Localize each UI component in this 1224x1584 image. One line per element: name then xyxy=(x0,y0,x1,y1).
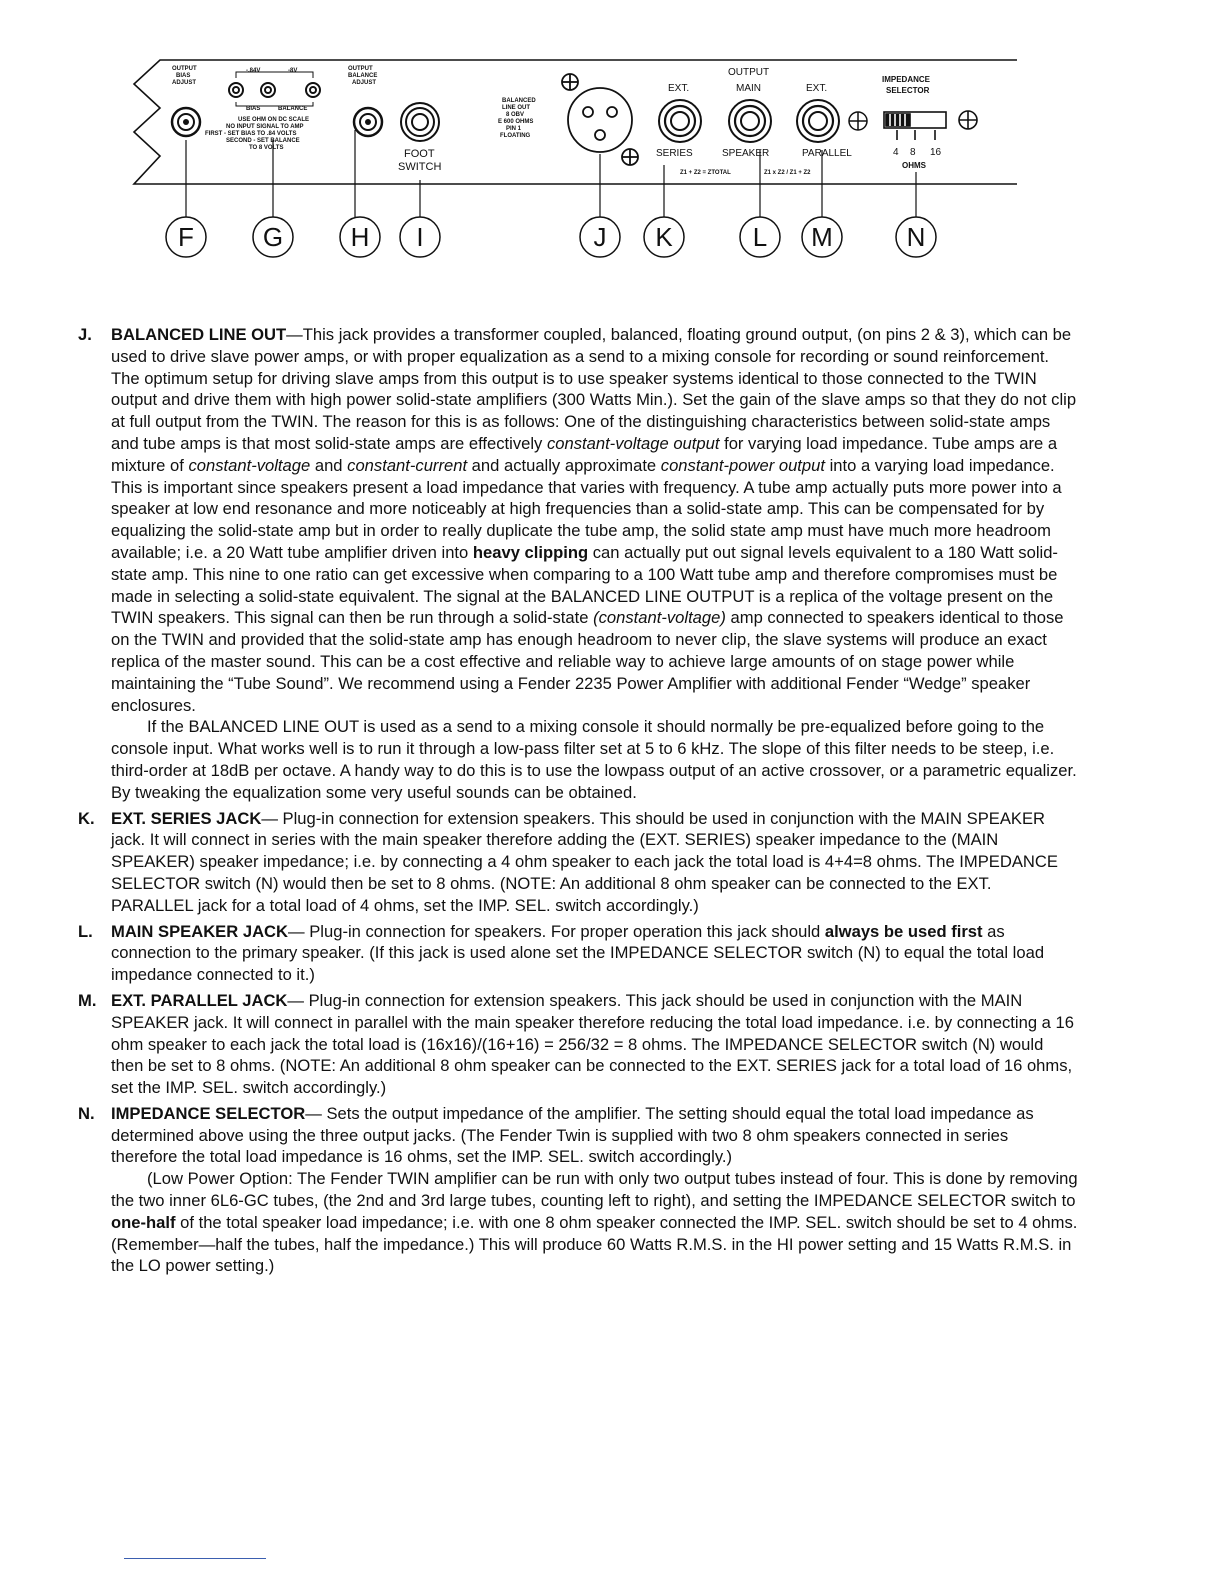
series-formula: Z1 + Z2 = ZTOTAL xyxy=(680,170,731,176)
output-bias-adjust-label: OUTPUT BIAS ADJUST xyxy=(172,66,197,86)
body-text: If the BALANCED LINE OUT is used as a send to a mixing console it should normally be pre-equalized before going to the console input. What works well is to run it through a low-pass filter set at 5 to 6 kHz. The slope of this filter needs to be steep, i.e. third-order at 18dB per octave. A handy way to do this is to use the lowpass output of an active crossover, or a parametric equalizer. By tweaking the equalization some very useful sounds can be obtained. xyxy=(111,717,1077,802)
body-text: — Plug-in connection for extension speakers. This jack should be used in conjunction with the MAIN SPEAKER jack. It will connect in parallel with the main speaker therefore reducing the total load impedance. i.e. by connecting a 16 ohm speaker to each jack the total load is (16x16)/(16+16) = 256/32 = 8 ohms. The IMPEDANCE SELECTOR switch (N) would then be set to 8 ohms. (NOTE: An additional 8 ohm speaker can be connected to the EXT. SERIES jack for a total load of 16 ohms, set the IMP. SEL. switch accordingly.) xyxy=(111,990,1074,1098)
main-speaker-jack xyxy=(729,100,771,142)
body-text: can actually put out signal levels equivalent to a 180 Watt solid-state amp. This nine to one ratio can get excessive when comparing to a 100 Watt tube amp and therefore compromises must be made in selecting a solid-state equivalent. The signal at the BALANCED LINE OUTPUT is a replica of the voltage present on the TWIN speakers. This signal can then be run through a solid-state xyxy=(111,542,1058,628)
main-label: MAIN xyxy=(736,83,761,94)
emphasis-italic: (constant-voltage) xyxy=(593,608,726,628)
body-text: — Sets the output impedance of the amplifier. The setting should equal the total load impedance as determined above using the three output jacks. (The Fender Twin is supplied with two 8 ohm speakers connected in series therefore the total load impedance is 16 ohms, set the IMP. SEL. switch accordingly.) xyxy=(111,1103,1034,1167)
callout-h xyxy=(340,217,380,257)
body-text: of the total speaker load impedance; i.e. with one 8 ohm speaker connected the IMP. SEL. switch should be set to 4 ohms. (Remember—half the tubes, half the impedance.) This will produce 60 Watts R.M.S. in the HI power setting and 15 Watts R.M.S. in the LO power setting.) xyxy=(111,1212,1078,1276)
entry-paragraph xyxy=(111,990,1078,1099)
balanced-line-out-xlr-jack xyxy=(562,74,638,165)
emphasis-bold: one-half xyxy=(111,1212,176,1232)
body-text: and actually approximate xyxy=(467,455,661,475)
body-text: (Low Power Option: The Fender TWIN amplifier can be run with only two output tubes instead of four. This is done by removing the two inner 6L6-GC tubes, (the 2nd and 3rd large tubes, counting left to right), and setting the IMPEDANCE SELECTOR switch to xyxy=(111,1169,1078,1211)
svg-text:G: G xyxy=(262,222,284,252)
ohm-value-8: 8 xyxy=(910,147,916,158)
body-text: and xyxy=(310,455,348,475)
impedance-selector-switch xyxy=(884,111,977,140)
body-text: into a varying load impedance. This is important since speakers present a load impedance that varies with frequency. A tube amp actually puts more power into a speaker at low end resonance and more noticeably at high frequencies than a solid-state amp. This can be compensated for by equalizing the solid-state amp but in order to really duplicate the tube amp, the solid state amp must have much more headroom available; i.e. a 20 Watt tube amplifier driven into xyxy=(111,455,1062,562)
output-balance-adjust-label: OUTPUT BALANCE ADJUST xyxy=(348,66,378,86)
series-label: SERIES xyxy=(656,148,693,159)
entry-letter: J. xyxy=(78,325,92,344)
emphasis-bold: always be used first xyxy=(824,921,983,941)
entry-k xyxy=(78,808,1078,917)
body-text: as connection to the primary speaker. (If this jack is used alone set the IMPEDANCE SELECTOR switch (N) to equal the total load impedance connected to it.) xyxy=(111,921,1045,985)
ohm-value-4: 4 xyxy=(893,147,899,158)
callout-n xyxy=(896,217,936,257)
emphasis-italic: constant-voltage output xyxy=(546,433,720,453)
balanced-line-out-label: BALANCED LINE OUT 8 OBV E 600 OHMS PIN 1 FLOATING xyxy=(498,98,536,139)
svg-text:K: K xyxy=(655,222,673,252)
body-text: amp connected to speakers identical to those on the TWIN and provided that the solid-state amp has enough headroom to never clip, the slave systems will produce an exact replica of the master sound. This can be a cost effective and reliable way to achieve large amounts of on stage power while maintaining the “Tube Sound”. We recommend using a Fender 2235 Power Amplifier with additional Fender “Wedge” speaker enclosures. xyxy=(111,608,1064,715)
body-text: — Plug-in connection for extension speakers. This should be used in conjunction with the MAIN SPEAKER jack. It will connect in series with the main speaker therefore adding the (EXT. SERIES) speaker impedance to the (MAIN SPEAKER) speaker impedance; i.e. by connecting a 4 ohm speaker to each jack the total load is 4+4=8 ohms. The IMPEDANCE SELECTOR switch (N) would then be set to 8 ohms. (NOTE: An additional 8 ohm speaker can be connected to the EXT. PARALLEL jack for a total load of 4 ohms, set the IMP. SEL. switch accordingly.) xyxy=(111,808,1058,915)
output-balance-adjust-pot xyxy=(354,108,382,136)
parallel-label: PARALLEL xyxy=(802,148,852,159)
foot-switch-label: FOOT SWITCH xyxy=(398,148,442,173)
entry-paragraph xyxy=(111,1168,1078,1277)
entry-paragraph xyxy=(111,324,1078,716)
output-label: OUTPUT xyxy=(728,67,770,78)
output-bias-adjust-pot xyxy=(172,108,200,136)
entry-letter: M. xyxy=(78,990,97,1010)
entry-heading: EXT. SERIES JACK xyxy=(111,808,262,828)
ohms-label: OHMS xyxy=(902,161,926,170)
emphasis-italic: constant-power output xyxy=(660,455,825,475)
ext-right-label: EXT. xyxy=(806,83,828,94)
ext-series-jack xyxy=(659,100,701,142)
svg-text:M: M xyxy=(811,222,833,252)
entry-paragraph xyxy=(111,808,1078,917)
emphasis-italic: constant-voltage xyxy=(188,455,311,475)
ext-parallel-jack xyxy=(797,100,867,142)
entry-letter: K. xyxy=(78,808,95,828)
entry-paragraph xyxy=(111,1103,1078,1168)
entry-heading: MAIN SPEAKER JACK xyxy=(111,921,289,941)
callout-f xyxy=(166,217,206,257)
entry-paragraph xyxy=(111,921,1078,986)
impedance-selector-label: IMPEDANCE SELECTOR xyxy=(882,75,931,95)
svg-text:H: H xyxy=(350,222,370,252)
entry-letter: N. xyxy=(78,1103,95,1123)
svg-text:F: F xyxy=(178,222,194,252)
bias-label: BIAS xyxy=(246,106,261,112)
meter-instructions: USE OHM ON DC SCALE NO INPUT SIGNAL TO AMP FIRST - SET BIAS TO .84 VOLTS SECOND - SET BALANCE TO 8 VOLTS xyxy=(205,117,310,151)
ext-left-label: EXT. xyxy=(668,83,690,94)
entry-l xyxy=(78,921,1078,986)
entry-heading: BALANCED LINE OUT xyxy=(111,325,287,344)
body-text: — Plug-in connection for speakers. For proper operation this jack should xyxy=(288,921,825,941)
callout-j xyxy=(580,217,620,257)
svg-text:J: J xyxy=(593,222,607,252)
callout-l xyxy=(740,217,780,257)
body-text: for varying load impedance. Tube amps are a mixture of xyxy=(111,433,1058,475)
foot-switch-jack xyxy=(401,103,439,141)
test-point-volts-right: -8V xyxy=(288,68,298,74)
test-point-volts-left: -.84V xyxy=(246,68,261,74)
parallel-formula: Z1 x Z2 / Z1 + Z2 xyxy=(764,170,811,176)
callout-g xyxy=(253,217,293,257)
svg-text:N: N xyxy=(906,222,926,252)
body-text: —This jack provides a transformer coupled, balanced, floating ground output, (on pins 2 & 3), which can be used to drive slave power amps, or with proper equalization as a send to a mixing console for recording or sound reinforcement. The optimum setup for driving slave amps from this output is to use speaker systems identical to those connected to the TWIN output and drive them with high power solid-state amplifiers (300 Watts Min.). Set the gain of the slave amps so that they do not clip at full output from the TWIN. The reason for this is as follows: One of the distinguishing characteristics between solid-state amps and tube amps is that most solid-state amps are effectively xyxy=(111,325,1077,453)
svg-text:L: L xyxy=(752,222,768,252)
callout-k xyxy=(644,217,684,257)
entry-paragraph xyxy=(111,716,1078,803)
entry-j xyxy=(78,324,1078,804)
entry-heading: IMPEDANCE SELECTOR xyxy=(111,1103,306,1123)
entry-heading: EXT. PARALLEL JACK xyxy=(111,990,288,1010)
balance-label: BALANCE xyxy=(278,106,308,112)
emphasis-bold: heavy clipping xyxy=(472,542,589,562)
entry-letter: L. xyxy=(78,921,93,941)
rear-panel-diagram xyxy=(0,0,1224,320)
callout-i xyxy=(400,217,440,257)
bottom-rule xyxy=(124,1558,266,1559)
entry-n xyxy=(78,1103,1078,1277)
ohm-value-16: 16 xyxy=(930,147,942,158)
bias-test-points xyxy=(229,72,320,106)
callout-m xyxy=(802,217,842,257)
entry-list xyxy=(78,324,1078,1281)
svg-text:I: I xyxy=(416,222,424,252)
entry-m xyxy=(78,990,1078,1099)
speaker-label: SPEAKER xyxy=(722,148,770,159)
emphasis-italic: constant-current xyxy=(347,455,468,475)
